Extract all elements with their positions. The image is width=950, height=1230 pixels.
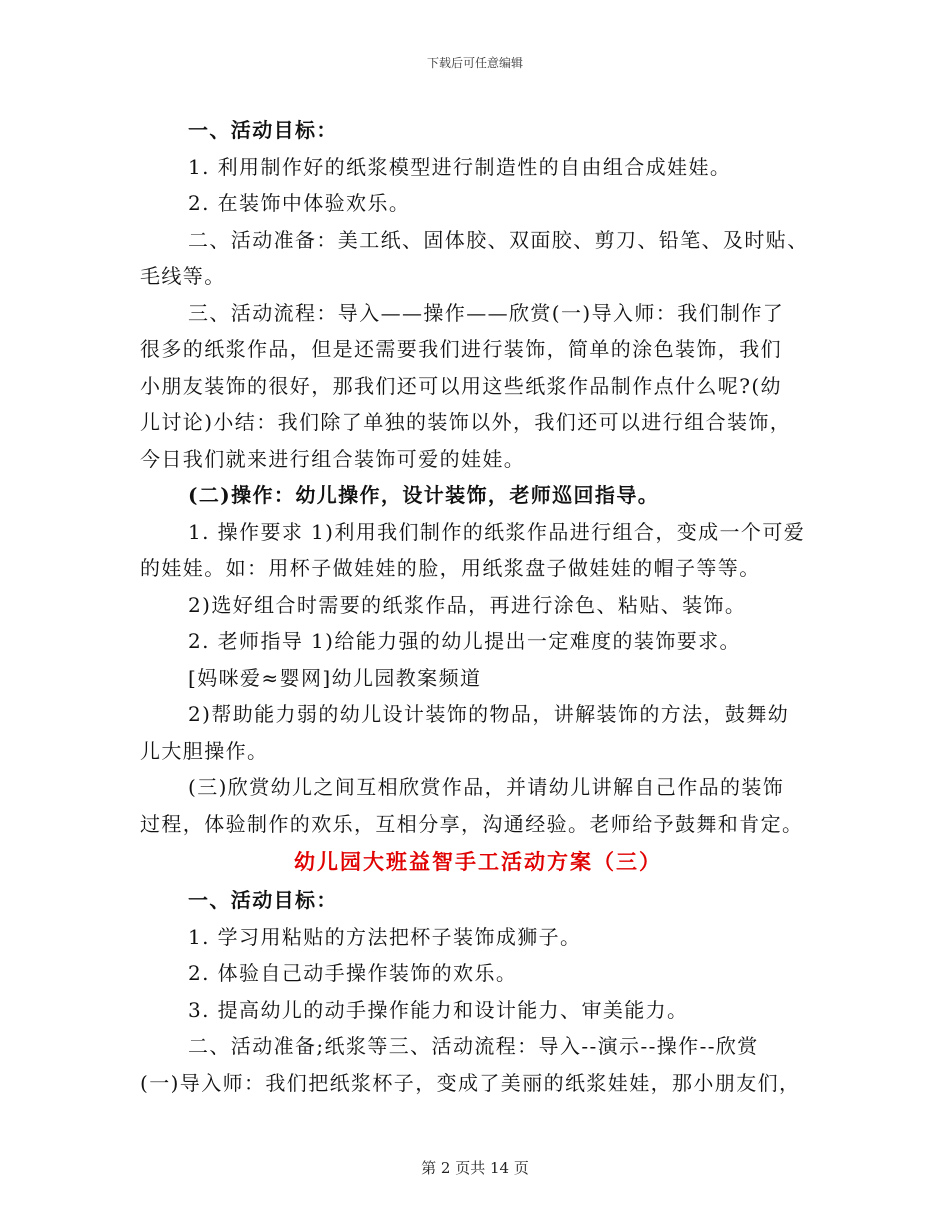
text-line: 1. 学习用粘贴的方法把杯子装饰成狮子。: [188, 924, 582, 949]
text-line: 2. 在装饰中体验欢乐。: [188, 191, 411, 215]
text-line: 毛线等。: [140, 264, 226, 288]
text-line: 今日我们就来进行组合装饰可爱的娃娃。: [140, 446, 526, 471]
document-body: [140, 112, 816, 1101]
text-line: 三、活动流程：导入——操作——欣赏(一)导入师：我们制作了: [188, 300, 785, 325]
text-line: 二、活动准备;纸浆等三、活动流程：导入--演示--操作--欣赏: [188, 1034, 759, 1058]
text-line: 2. 老师指导 1)给能力强的幼儿提出一定难度的装饰要求。: [188, 629, 741, 653]
page-header: 下载后可任意编辑: [426, 56, 523, 70]
text-line: 一、活动目标：: [188, 888, 338, 912]
text-line: [妈咪爱≈婴网]幼儿园教案频道: [188, 665, 482, 690]
text-line: 儿大胆操作。: [140, 738, 269, 763]
text-line: 一、活动目标：: [188, 118, 338, 142]
text-line: 的娃娃。如：用杯子做娃娃的脸，用纸浆盘子做娃娃的帽子等等。: [140, 556, 761, 580]
text-line: 2. 体验自己动手操作装饰的欢乐。: [188, 961, 518, 985]
text-line: 2)帮助能力弱的幼儿设计装饰的物品，讲解装饰的方法，鼓舞幼: [188, 702, 790, 726]
section-title: 幼儿园大班益智手工活动方案（三）: [294, 849, 662, 874]
page-footer: 第 2 页共 14 页: [421, 1159, 529, 1177]
text-line: 儿讨论)小结：我们除了单独的装饰以外，我们还可以进行组合装饰，: [140, 410, 792, 434]
text-line: 1. 利用制作好的纸浆模型进行制造性的自由组合成娃娃。: [188, 154, 732, 179]
text-line: 二、活动准备：美工纸、固体胶、双面胶、剪刀、铅笔、及时贴、: [188, 227, 809, 252]
text-line: (三)欣赏幼儿之间互相欣赏作品，并请幼儿讲解自己作品的装饰: [188, 775, 785, 799]
text-line: 2)选好组合时需要的纸浆作品，再进行涂色、粘贴、装饰。: [188, 592, 747, 617]
text-line: (二)操作：幼儿操作，设计装饰，老师巡回指导。: [188, 483, 660, 507]
text-line: 小朋友装饰的很好，那我们还可以用这些纸浆作品制作点什么呢?(幼: [140, 373, 782, 398]
section-three-part1: [140, 882, 816, 1101]
section-two-part1: [140, 112, 816, 842]
text-line: (一)导入师：我们把纸浆杯子，变成了美丽的纸浆娃娃，那小朋友们，: [140, 1070, 801, 1095]
text-line: 很多的纸浆作品，但是还需要我们进行装饰，简单的涂色装饰，我们: [140, 337, 782, 361]
text-line: 3. 提高幼儿的动手操作能力和设计能力、审美能力。: [188, 997, 689, 1022]
text-line: 1. 操作要求 1)利用我们制作的纸浆作品进行组合，变成一个可爱: [188, 519, 806, 544]
text-line: 过程，体验制作的欢乐，互相分享，沟通经验。老师给予鼓舞和肯定。: [140, 811, 804, 836]
